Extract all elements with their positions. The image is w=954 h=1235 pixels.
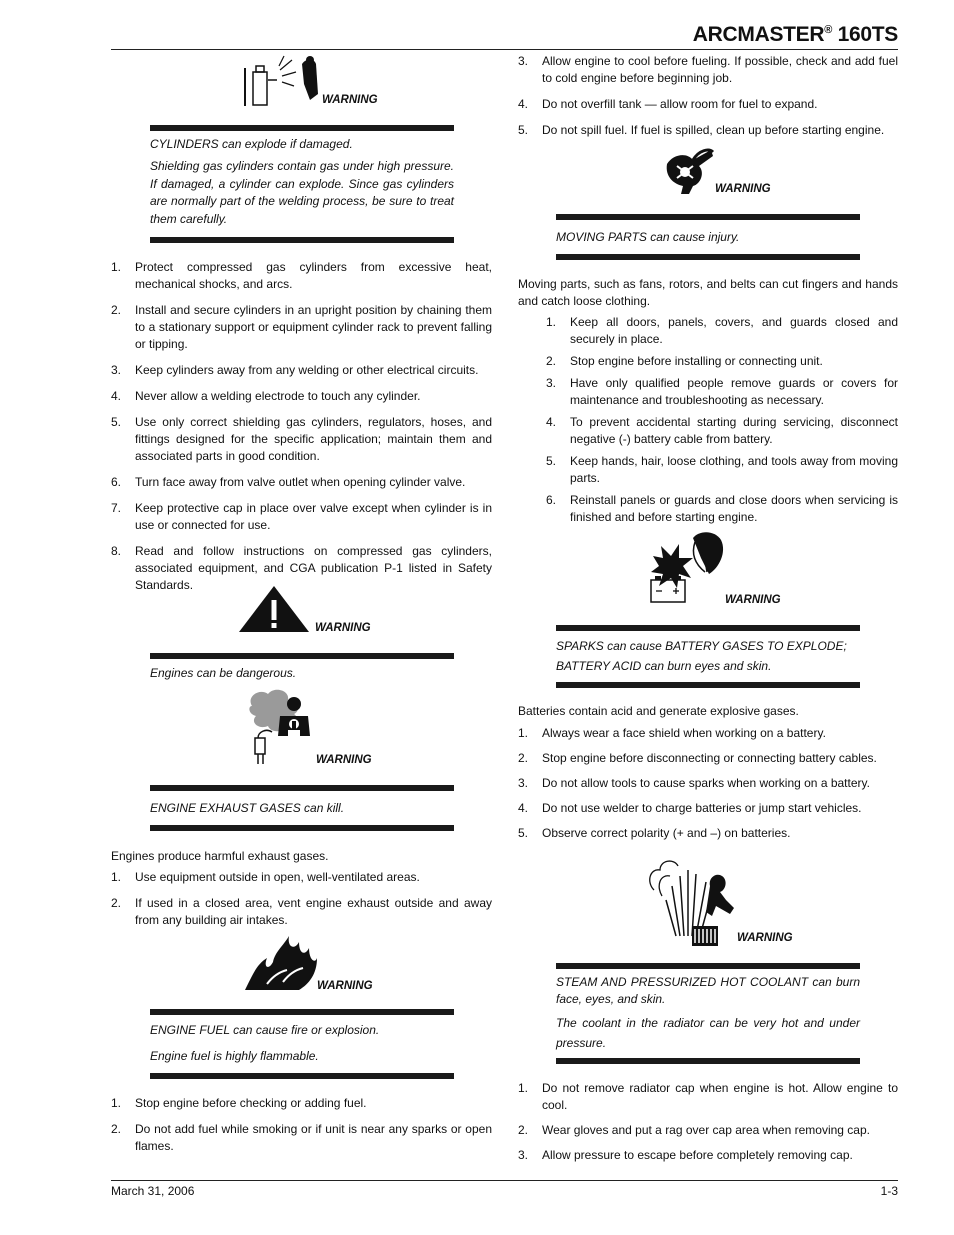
list-item: 4. Do not use welder to charge batteries or jump start vehicles.	[518, 801, 862, 815]
engine-top-bar	[150, 653, 454, 659]
cylinder-warning-label: WARNING	[322, 94, 378, 106]
footer-date: March 31, 2006	[111, 1184, 195, 1198]
moving-warning-label: WARNING	[715, 183, 771, 195]
engine-warning-label: WARNING	[315, 622, 371, 634]
battery-warning-label: WARNING	[725, 594, 781, 606]
list-item: 8. Read and follow instructions on compressed gas cylinders, associated equipment, and CGA publication P-1 listed in Safety Standards.	[111, 544, 492, 592]
list-item: 1. Always wear a face shield when working on a battery.	[518, 726, 826, 740]
fuel-top-bar	[150, 1009, 454, 1015]
cylinder-title: CYLINDERS can explode if damaged.	[150, 137, 353, 151]
list-item: 4. To prevent accidental starting during servicing, disconnect negative (-) battery cable from battery.	[546, 415, 898, 446]
model-name: 160TS	[837, 23, 898, 46]
moving-bottom-bar	[556, 254, 860, 260]
fire-flame-icon	[243, 934, 319, 992]
steam-title: STEAM AND PRESSURIZED HOT COOLANT can burn face, eyes, and skin.	[556, 975, 860, 1006]
fuel-body: Engine fuel is highly flammable.	[150, 1049, 319, 1063]
battery-title: SPARKS can cause BATTERY GASES TO EXPLODE; BATTERY ACID can burn eyes and skin.	[556, 639, 847, 673]
list-item: 3. Allow engine to cool before fueling. If possible, check and add fuel to cold engine before beginning job.	[518, 54, 898, 85]
list-item: 7. Keep protective cap in place over valve except when cylinder is in use or connected for use.	[111, 501, 492, 532]
fuel-bottom-bar	[150, 1073, 454, 1079]
battery-intro: Batteries contain acid and generate explosive gases.	[518, 704, 799, 718]
exhaust-list	[111, 869, 492, 929]
list-item: 1. Stop engine before checking or adding fuel.	[111, 1096, 367, 1110]
list-item: 2. Install and secure cylinders in an upright position by chaining them to a stationary support or equipment cylinder rack to prevent falling or tipping.	[111, 303, 492, 351]
list-item: 6. Reinstall panels or guards and close doors when servicing is finished and before starting engine.	[546, 493, 898, 524]
list-item: 2. Do not add fuel while smoking or if unit is near any sparks or open flames.	[111, 1122, 492, 1153]
exhaust-top-bar	[150, 785, 454, 791]
list-item: 2. Stop engine before installing or connecting unit.	[546, 354, 823, 368]
steam-body: The coolant in the radiator can be very hot and under pressure.	[556, 1016, 860, 1050]
registered-mark: ®	[824, 24, 833, 36]
steam-list	[518, 1080, 898, 1164]
moving-top-bar	[556, 214, 860, 220]
fuel-warning-label: WARNING	[317, 980, 373, 992]
fuel-list	[111, 1095, 492, 1155]
battery-top-bar	[556, 625, 860, 631]
exhaust-warning-label: WARNING	[316, 754, 372, 766]
list-item: 2. Wear gloves and put a rag over cap area when removing cap.	[518, 1123, 870, 1137]
list-item: 4. Never allow a welding electrode to touch any cylinder.	[111, 389, 421, 403]
list-item: 3. Keep cylinders away from any welding or other electrical circuits.	[111, 363, 479, 377]
battery-bottom-bar	[556, 682, 860, 688]
list-item: 3. Allow pressure to escape before completely removing cap.	[518, 1148, 853, 1162]
list-item: 1. Keep all doors, panels, covers, and guards closed and securely in place.	[546, 315, 898, 346]
list-item: 1. Do not remove radiator cap when engine is hot. Allow engine to cool.	[518, 1081, 898, 1112]
steam-coolant-icon	[646, 856, 736, 948]
footer-rule	[111, 1180, 898, 1181]
list-item: 2. If used in a closed area, vent engine exhaust outside and away from any building air intakes.	[111, 896, 492, 927]
moving-intro: Moving parts, such as fans, rotors, and belts can cut fingers and hands and catch loose clothing.	[518, 277, 898, 308]
list-item: 4. Do not overfill tank — allow room for fuel to expand.	[518, 97, 818, 111]
header-rule	[111, 49, 898, 50]
cylinder-top-bar	[150, 125, 454, 131]
exhaust-intro: Engines produce harmful exhaust gases.	[111, 849, 329, 863]
list-item: 1. Protect compressed gas cylinders from excessive heat, mechanical shocks, and arcs.	[111, 260, 492, 291]
steam-bottom-bar	[556, 1058, 860, 1064]
exhaust-bottom-bar	[150, 825, 454, 831]
moving-list	[546, 314, 898, 526]
page-number: 1-3	[880, 1184, 898, 1198]
fuel-title: ENGINE FUEL can cause fire or explosion.	[150, 1023, 380, 1037]
list-item: 3. Do not allow tools to cause sparks when working on a battery.	[518, 776, 870, 790]
list-item: 6. Turn face away from valve outlet when opening cylinder valve.	[111, 475, 466, 489]
moving-parts-icon	[663, 146, 715, 196]
cylinder-list	[111, 259, 492, 594]
brand-name: ARCMASTER	[692, 23, 825, 46]
battery-explosion-icon	[649, 528, 727, 606]
fuel-continued-list	[518, 53, 898, 139]
exhaust-fumes-icon	[246, 688, 318, 768]
warning-triangle-icon	[237, 584, 311, 634]
list-item: 2. Stop engine before disconnecting or connecting battery cables.	[518, 751, 877, 765]
battery-list	[518, 725, 898, 842]
exhaust-title: ENGINE EXHAUST GASES can kill.	[150, 801, 345, 815]
list-item: 1. Use equipment outside in open, well-ventilated areas.	[111, 870, 420, 884]
list-item: 5. Use only correct shielding gas cylinders, regulators, hoses, and fittings designed for the specific application; maintain them and associated parts in good condition.	[111, 415, 492, 463]
steam-warning-label: WARNING	[737, 932, 793, 944]
list-item: 5. Do not spill fuel. If fuel is spilled, clean up before starting engine.	[518, 123, 885, 137]
list-item: 5. Observe correct polarity (+ and –) on batteries.	[518, 826, 791, 840]
cylinder-explosion-icon	[244, 54, 324, 108]
engine-title: Engines can be dangerous.	[150, 666, 297, 680]
steam-top-bar	[556, 963, 860, 969]
list-item: 3. Have only qualified people remove guards or covers for maintenance and troubleshooting as necessary.	[546, 376, 898, 407]
cylinder-body: Shielding gas cylinders contain gas under high pressure. If damaged, a cylinder can explode. Since gas cylinders are normally part of the welding process, be sure to treat them carefully.	[150, 159, 454, 226]
moving-title: MOVING PARTS can cause injury.	[556, 230, 740, 244]
cylinder-bottom-bar	[150, 237, 454, 243]
list-item: 5. Keep hands, hair, loose clothing, and tools away from moving parts.	[546, 454, 898, 485]
page-title	[692, 22, 898, 46]
